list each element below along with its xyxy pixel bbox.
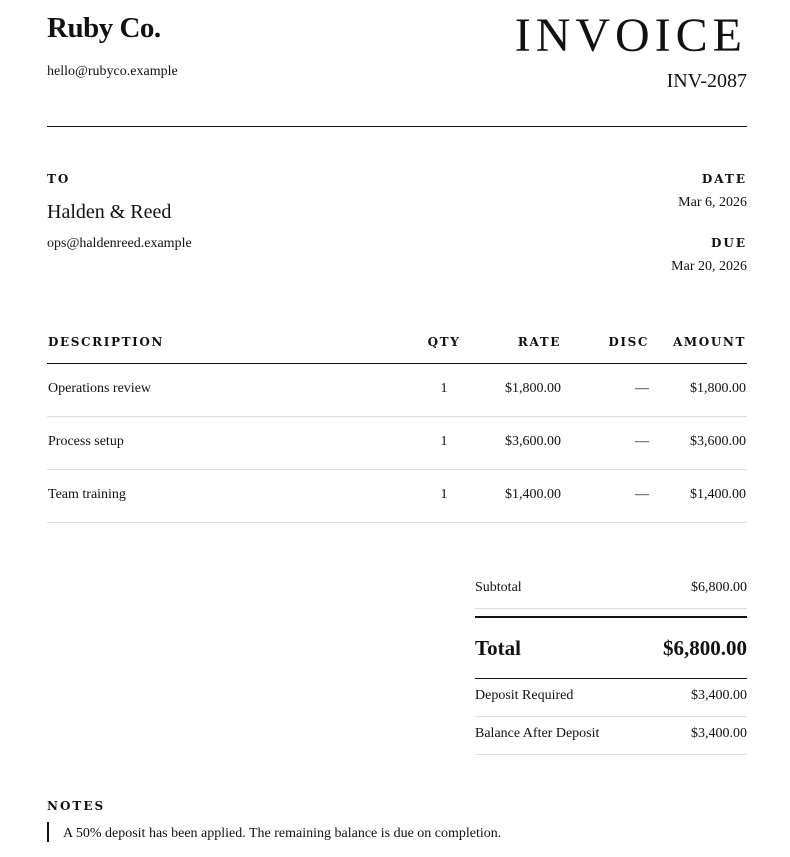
- total-label: Total: [475, 636, 521, 660]
- header-qty: QTY: [427, 335, 461, 349]
- item-rate: $1,800.00: [505, 381, 561, 396]
- date-label: DATE: [701, 172, 747, 186]
- table-row: [47, 364, 747, 417]
- due-label: DUE: [710, 236, 747, 250]
- header-amount: AMOUNT: [672, 335, 746, 349]
- item-disc: —: [635, 434, 649, 449]
- client-name: Halden & Reed: [47, 201, 172, 223]
- item-disc: —: [635, 487, 649, 502]
- item-amount: $1,400.00: [690, 487, 746, 502]
- invoice-date: Mar 6, 2026: [678, 195, 747, 210]
- invoice-number: INV-2087: [666, 70, 747, 92]
- notes-label: NOTES: [47, 799, 106, 813]
- due-date: Mar 20, 2026: [671, 259, 747, 274]
- deposit-label: Deposit Required: [475, 688, 574, 703]
- item-rate: $1,400.00: [505, 487, 561, 502]
- header-description: DESCRIPTION: [48, 335, 164, 349]
- notes-text: A 50% deposit has been applied. The remaining balance is due on completion.: [63, 826, 502, 841]
- item-rate: $3,600.00: [505, 434, 561, 449]
- header-divider: [47, 126, 747, 127]
- item-amount: $1,800.00: [690, 381, 746, 396]
- subtotal-row: [475, 570, 747, 609]
- item-description: Process setup: [48, 434, 124, 449]
- client-email: ops@haldenreed.example: [47, 236, 192, 251]
- totals-summary: [475, 570, 747, 755]
- item-disc: —: [635, 381, 649, 396]
- balance-label: Balance After Deposit: [475, 726, 600, 741]
- item-qty: 1: [440, 381, 448, 396]
- item-description: Operations review: [48, 381, 152, 396]
- notes-block: [47, 822, 501, 842]
- item-amount: $3,600.00: [690, 434, 746, 449]
- balance-value: $3,400.00: [691, 726, 747, 741]
- invoice-title: INVOICE: [514, 9, 747, 62]
- item-qty: 1: [440, 434, 448, 449]
- item-qty: 1: [440, 487, 448, 502]
- header-rate: RATE: [517, 335, 561, 349]
- subtotal-value: $6,800.00: [691, 580, 747, 595]
- header-disc: DISC: [608, 335, 649, 349]
- bill-to-label: TO: [47, 172, 71, 186]
- item-description: Team training: [48, 487, 126, 502]
- company-name: Ruby Co.: [47, 12, 161, 44]
- table-row: [47, 470, 747, 523]
- line-items-table: [47, 326, 747, 523]
- subtotal-label: Subtotal: [475, 580, 522, 595]
- balance-row: [475, 717, 747, 755]
- table-row: [47, 417, 747, 470]
- table-header: [47, 326, 747, 364]
- deposit-row: [475, 679, 747, 717]
- total-value: $6,800.00: [663, 636, 747, 660]
- total-row: [475, 616, 747, 679]
- company-email: hello@rubyco.example: [47, 64, 178, 79]
- deposit-value: $3,400.00: [691, 688, 747, 703]
- invoice-page: [47, 0, 747, 857]
